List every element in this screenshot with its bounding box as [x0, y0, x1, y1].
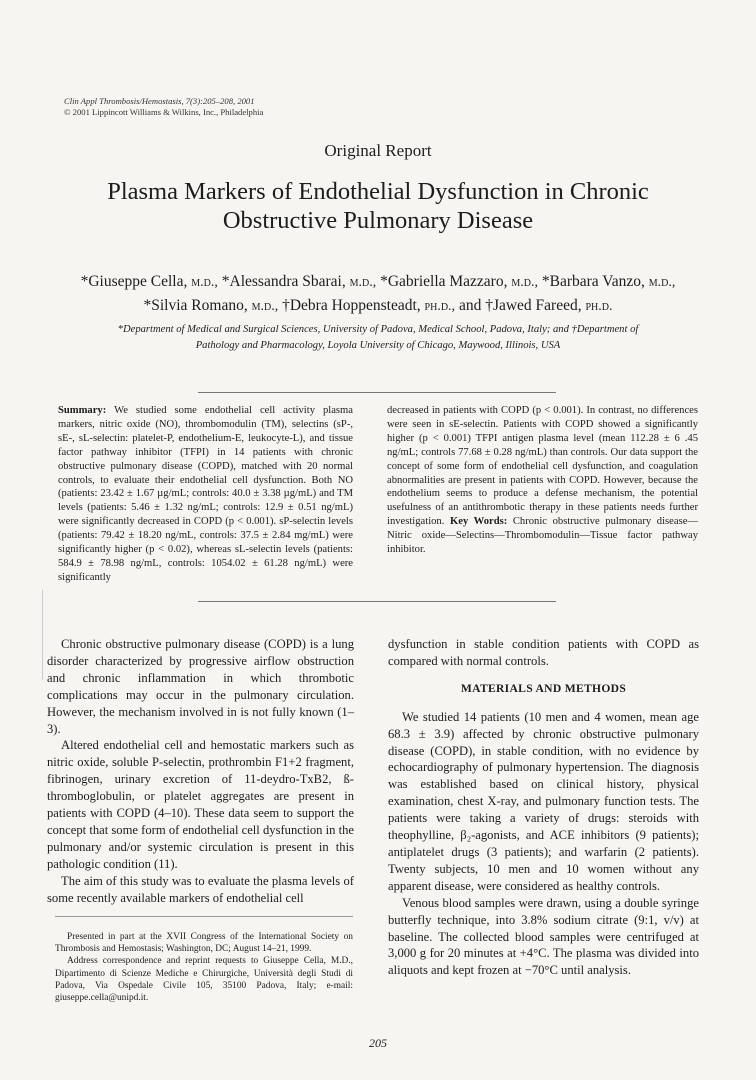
- keywords-label: Key Words:: [450, 516, 508, 528]
- abstract-label: Summary:: [58, 405, 107, 416]
- footnote: [55, 931, 353, 1004]
- divider: [198, 392, 556, 393]
- body-left-column: [47, 636, 354, 907]
- abstract-text: decreased in patients with COPD (p < 0.001). In contrast, no differences were seen in sE-selectin. Patients with COPD showed a significantly higher (p < 0.001) TFPI antigen plasma level (mean 112.28 ± 6 .45 ng/mL; controls 77.68 ± 0.28 ng/mL) than controls. Our data support the concept of some form of endothelial cell dysfunction, and coagulation abnormalities are present in patients with COPD. However, because the endothelium seems to produce a defense mechanism, the potential usefulness of an antithrombotic therapy in these patients needs further investigation.: [387, 405, 698, 528]
- author-degree: m.d.,: [349, 275, 377, 290]
- author-degree: ph.d.: [585, 299, 613, 314]
- author-list: [40, 270, 716, 318]
- body-right-column: [388, 636, 699, 979]
- footnote-line: Address correspondence and reprint requests to Giuseppe Cella, M.D., Dipartimento di Scienze Mediche e Chirurgiche, Università degli Studi di Padova, Via Ospedale Civile 105, 35100 Padova, Italy; e-mail: giuseppe.cella@unipd.it.: [55, 956, 353, 1004]
- author-name: †Debra Hoppensteadt,: [282, 297, 421, 314]
- author-line: [40, 294, 716, 318]
- author-line: [40, 270, 716, 294]
- body-paragraph: Chronic obstructive pulmonary disease (COPD) is a lung disorder characterized by progressive airflow obstruction and chronic inflammation in which thrombotic complications may occur in the pulmonary circulation. However, the mechanism involved in is not fully known (1–3).: [47, 637, 354, 736]
- author-affiliations: [80, 322, 676, 354]
- author-degree: m.d.,: [511, 275, 538, 290]
- journal-citation: [64, 96, 263, 117]
- author-name: *Gabriella Mazzaro,: [380, 273, 508, 290]
- body-paragraph: dysfunction in stable condition patients with COPD as compared with normal controls.: [388, 637, 699, 668]
- author-degree: m.d.,: [648, 275, 676, 290]
- abstract-left-column: [58, 404, 353, 585]
- body-paragraph: The aim of this study was to evaluate the plasma levels of some recently available markers of endothelial cell: [47, 873, 354, 905]
- section-heading: MATERIALS AND METHODS: [460, 681, 627, 695]
- body-paragraph: We studied 14 patients (10 men and 4 women, mean age 68.3 ± 3.9) affected by chronic obstructive pulmonary disease (COPD), in stable condition, with no evidence by echocardiography of pulmonary hypertension. The diagnosis was established based on clinical history, physical examination, chest X-ray, and pulmonary function tests. The patients were taking a variety of drugs: steroids with theophylline, β₂-agonists, and ACE inhibitors (9 patients); antiplatelet drugs (3 patients); and warfarin (2 patients). Twenty subjects, 10 men and 10 women without any apparent disease, were considered as healthy controls.: [388, 709, 699, 893]
- author-degree: m.d.,: [251, 299, 279, 314]
- abstract-text: We studied some endothelial cell activity plasma markers, nitric oxide (NO), thrombomodulin (TM), selectins (sP-, sE-, sL-selectin: platelet-P, endothelium-E, leukocyte-L), and tissue factor pathway inhibitor (TFPI) in 14 patients with chronic obstructive pulmonary disease (COPD), matched with 20 normal controls, to evaluate their endothelial cell dysfunction. Both NO (patients: 23.42 ± 1.67 µg/mL; controls: 40.0 ± 3.38 µg/mL) and TM levels (patients: 5.46 ± 1.32 ng/mL; controls: 12.9 ± 0.51 ng/mL) were significantly decreased in COPD (p < 0.001). sP-selectin levels (patients: 79.42 ± 18.20 ng/mL, controls: 37.5 ± 2.84 mg/mL) were significantly higher (p < 0.02), whereas sL-selectin levels (patients: 584.9 ± 78.98 ng/mL, controls: 1054.02 ± 61.28 ng/mL) were significantly: [58, 405, 353, 583]
- author-name: *Silvia Romano,: [143, 297, 248, 314]
- margin-scan-mark: [42, 590, 43, 680]
- body-paragraph: Altered endothelial cell and hemostatic markers such as nitric oxide, soluble P-selectin, prothrombin F1+2 fragment, fibrinogen, urinary excretion of 11-deydro-TxB2, ß-thromboglobulin, or platelet aggregates are present in patients with COPD (4–10). These data seem to support the concept that some form of endothelial cell dysfunction in the pulmonary and/or systemic circulation is present in this pathologic condition (11).: [47, 738, 354, 871]
- body-paragraph: Venous blood samples were drawn, using a double syringe butterfly technique, into 3.8% sodium citrate (9:1, v/v) at baseline. The collected blood samples were centrifuged at 3,000 g for 20 minutes at +4°C. The plasma was divided into aliquots and kept frozen at −70°C until analysis.: [388, 895, 699, 978]
- title-line: Obstructive Pulmonary Disease: [222, 207, 534, 234]
- journal-citation-line: Clin Appl Thrombosis/Hemostasis, 7(3):205–208, 2001: [64, 96, 255, 106]
- footnote-divider: [55, 916, 353, 917]
- keywords-text: Chronic obstructive pulmonary disease—Nitric oxide—Selectins—Thrombomodulin—Tissue factor pathway inhibitor.: [387, 516, 698, 556]
- footnote-line: Presented in part at the XVII Congress of the International Society on Thrombosis and Hemostasis; Washington, DC; August 14–21, 1999.: [55, 932, 353, 955]
- abstract-right-column: [387, 404, 698, 557]
- author-name: *Giuseppe Cella,: [80, 273, 188, 290]
- article-type: Original Report: [324, 141, 432, 160]
- author-degree: m.d.,: [191, 275, 218, 290]
- divider: [198, 601, 556, 602]
- affiliation-line: Pathology and Pharmacology, Loyola University of Chicago, Maywood, Illinois, USA: [195, 340, 561, 351]
- article-title: [60, 177, 696, 235]
- title-line: Plasma Markers of Endothelial Dysfunction in Chronic: [107, 178, 649, 205]
- author-degree: ph.d.,: [424, 299, 456, 314]
- author-name: *Alessandra Sbarai,: [221, 273, 346, 290]
- author-name: *Barbara Vanzo,: [541, 273, 645, 290]
- copyright-line: © 2001 Lippincott Williams & Wilkins, Inc., Philadelphia: [64, 106, 264, 117]
- affiliation-line: *Department of Medical and Surgical Sciences, University of Padova, Medical School, Padova, Italy; and †Department of: [117, 324, 639, 335]
- author-name: and †Jawed Fareed,: [458, 297, 582, 314]
- page-number: 205: [369, 1036, 387, 1050]
